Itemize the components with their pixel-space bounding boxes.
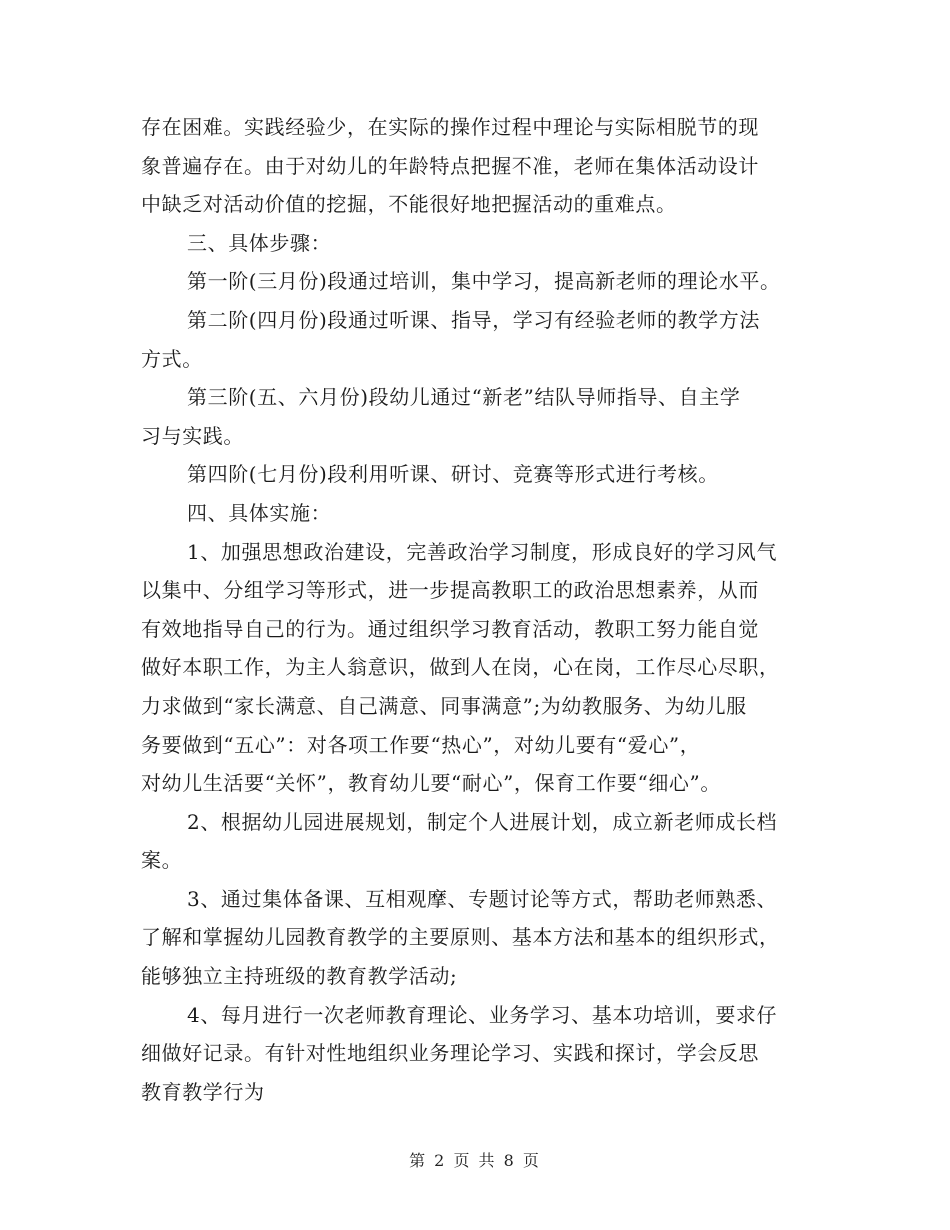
text-line: 教育教学行为 <box>141 1079 265 1104</box>
text-line: 四、具体实施： <box>187 500 332 525</box>
text-line: 3、通过集体备课、互相观摩、专题讨论等方式，帮助老师熟悉、 <box>187 886 778 911</box>
document-body <box>141 108 811 1111</box>
text-line: 中缺乏对活动价值的挖掘，不能很好地把握活动的重难点。 <box>141 192 677 217</box>
text-line: 做好本职工作，为主人翁意识，做到人在岗，心在岗，工作尽心尽职， <box>141 655 780 680</box>
text-line: 以集中、分组学习等形式，进一步提高教职工的政治思想素养，从而 <box>141 578 759 603</box>
text-line: 1、加强思想政治建设，完善政治学习制度，形成良好的学习风气 <box>187 539 778 564</box>
text-line: 存在困难。实践经验少，在实际的操作过程中理论与实际相脱节的现 <box>141 115 759 139</box>
page-number: 第 2 页 共 8 页 <box>409 1151 541 1170</box>
text-line: 务要做到“五心”：对各项工作要“热心”，对幼儿要有“爱心”， <box>141 732 701 757</box>
text-line: 第四阶(七月份)段利用听课、研讨、竞赛等形式进行考核。 <box>187 462 719 487</box>
text-line: 力求做到“家长满意、自己满意、同事满意”;为幼教服务、为幼儿服 <box>141 693 747 718</box>
text-line: 对幼儿生活要“关怀”，教育幼儿要“耐心”，保育工作要“细心”。 <box>141 771 721 796</box>
text-line: 象普遍存在。由于对幼儿的年龄特点把握不准，老师在集体活动设计 <box>141 153 759 178</box>
text-line: 2、根据幼儿园进展规划，制定个人进展计划，成立新老师成长档 <box>187 809 778 834</box>
page-footer <box>0 1148 950 1171</box>
text-line: 第二阶(四月份)段通过听课、指导，学习有经验老师的教学方法 <box>187 307 761 332</box>
text-line: 第三阶(五、六月份)段幼儿通过“新老”结队导师指导、自主学 <box>187 385 741 410</box>
text-line: 4、每月进行一次老师教育理论、业务学习、基本功培训，要求仔 <box>187 1002 778 1027</box>
text-line: 三、具体步骤： <box>187 230 332 255</box>
text-line: 第一阶(三月份)段通过培训，集中学习，提高新老师的理论水平。 <box>187 269 781 294</box>
text-line: 习与实践。 <box>141 423 244 448</box>
text-line: 有效地指导自己的行为。通过组织学习教育活动，教职工努力能自觉 <box>141 616 759 641</box>
text-line: 细做好记录。有针对性地组织业务理论学习、实践和探讨，学会反思 <box>141 1041 759 1066</box>
text-line: 案。 <box>141 848 183 873</box>
text-line: 了解和掌握幼儿园教育教学的主要原则、基本方法和基本的组织形式， <box>141 925 780 950</box>
text-line: 方式。 <box>141 346 203 371</box>
text-line: 能够独立主持班级的教育教学活动; <box>141 964 458 989</box>
